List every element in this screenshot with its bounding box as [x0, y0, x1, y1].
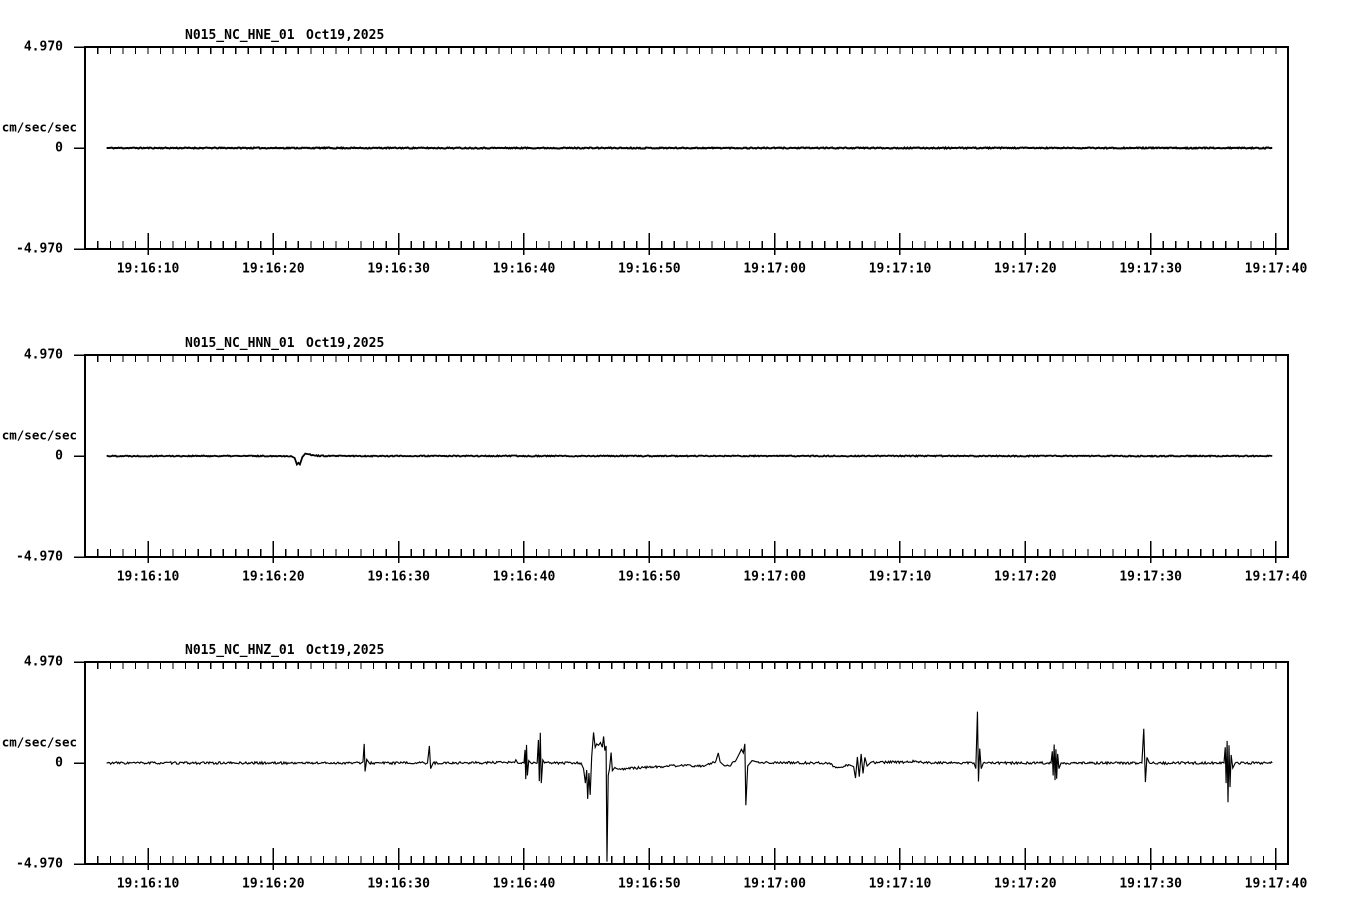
y-tick-label: 4.970 [23, 39, 63, 55]
time-tick-label: 19:16:40 [492, 261, 556, 277]
time-tick-label: 19:17:30 [1119, 569, 1182, 585]
time-tick-label: 19:16:10 [116, 261, 180, 277]
time-tick-label: 19:17:30 [1119, 876, 1182, 892]
y-tick-label: -4.970 [16, 241, 63, 257]
time-tick-label: 19:17:10 [868, 261, 932, 277]
time-tick-label: 19:16:20 [242, 261, 305, 277]
time-tick-label: 19:17:00 [743, 261, 806, 277]
y-axis-unit-label: cm/sec/sec [1, 427, 77, 443]
time-tick-label: 19:16:40 [492, 569, 556, 585]
time-tick-label: 19:16:30 [367, 569, 430, 585]
y-tick-label: 4.970 [23, 347, 63, 363]
time-tick-label: 19:16:40 [492, 876, 556, 892]
y-tick-label: -4.970 [16, 856, 63, 872]
panel-title-date: Oct19,2025 [306, 643, 385, 658]
y-tick-label: 0 [55, 448, 63, 464]
panel-title-channel: N015_NC_HNN_01 [185, 336, 295, 351]
time-tick-label: 19:17:40 [1244, 876, 1308, 892]
time-tick-label: 19:16:30 [367, 261, 430, 277]
time-tick-label: 19:17:40 [1244, 261, 1308, 277]
y-tick-label: 0 [55, 140, 63, 156]
time-tick-label: 19:17:20 [994, 569, 1057, 585]
time-tick-label: 19:16:50 [618, 261, 681, 277]
panel-title-date: Oct19,2025 [306, 336, 385, 351]
waveform-trace-N015_NC_HNE_01 [107, 147, 1273, 148]
y-tick-label: 4.970 [23, 654, 63, 670]
time-tick-label: 19:16:10 [116, 876, 180, 892]
panel-title-channel: N015_NC_HNE_01 [185, 28, 295, 43]
time-tick-label: 19:17:40 [1244, 569, 1308, 585]
y-axis-unit-label: cm/sec/sec [1, 734, 77, 750]
time-tick-label: 19:17:00 [743, 876, 806, 892]
time-tick-label: 19:17:00 [743, 569, 806, 585]
panel-N015_NC_HNN_01 [2, 336, 1308, 585]
time-tick-label: 19:17:20 [994, 876, 1057, 892]
time-tick-label: 19:16:20 [242, 569, 305, 585]
panel-title-date: Oct19,2025 [306, 28, 385, 43]
time-tick-label: 19:17:10 [868, 569, 932, 585]
time-tick-label: 19:16:20 [242, 876, 305, 892]
time-tick-label: 19:16:50 [618, 876, 681, 892]
waveform-trace-N015_NC_HNZ_01 [107, 712, 1273, 862]
panel-N015_NC_HNE_01 [2, 28, 1308, 277]
time-tick-label: 19:17:20 [994, 261, 1057, 277]
y-tick-label: 0 [55, 755, 63, 771]
time-tick-label: 19:16:30 [367, 876, 430, 892]
panel-title-channel: N015_NC_HNZ_01 [185, 643, 295, 658]
y-tick-label: -4.970 [16, 549, 63, 565]
time-tick-label: 19:16:10 [116, 569, 180, 585]
time-tick-label: 19:16:50 [618, 569, 681, 585]
time-tick-label: 19:17:30 [1119, 261, 1182, 277]
y-axis-unit-label: cm/sec/sec [1, 119, 77, 135]
time-tick-label: 19:17:10 [868, 876, 932, 892]
waveform-trace-N015_NC_HNN_01 [107, 454, 1273, 465]
panel-N015_NC_HNZ_01 [2, 643, 1308, 892]
